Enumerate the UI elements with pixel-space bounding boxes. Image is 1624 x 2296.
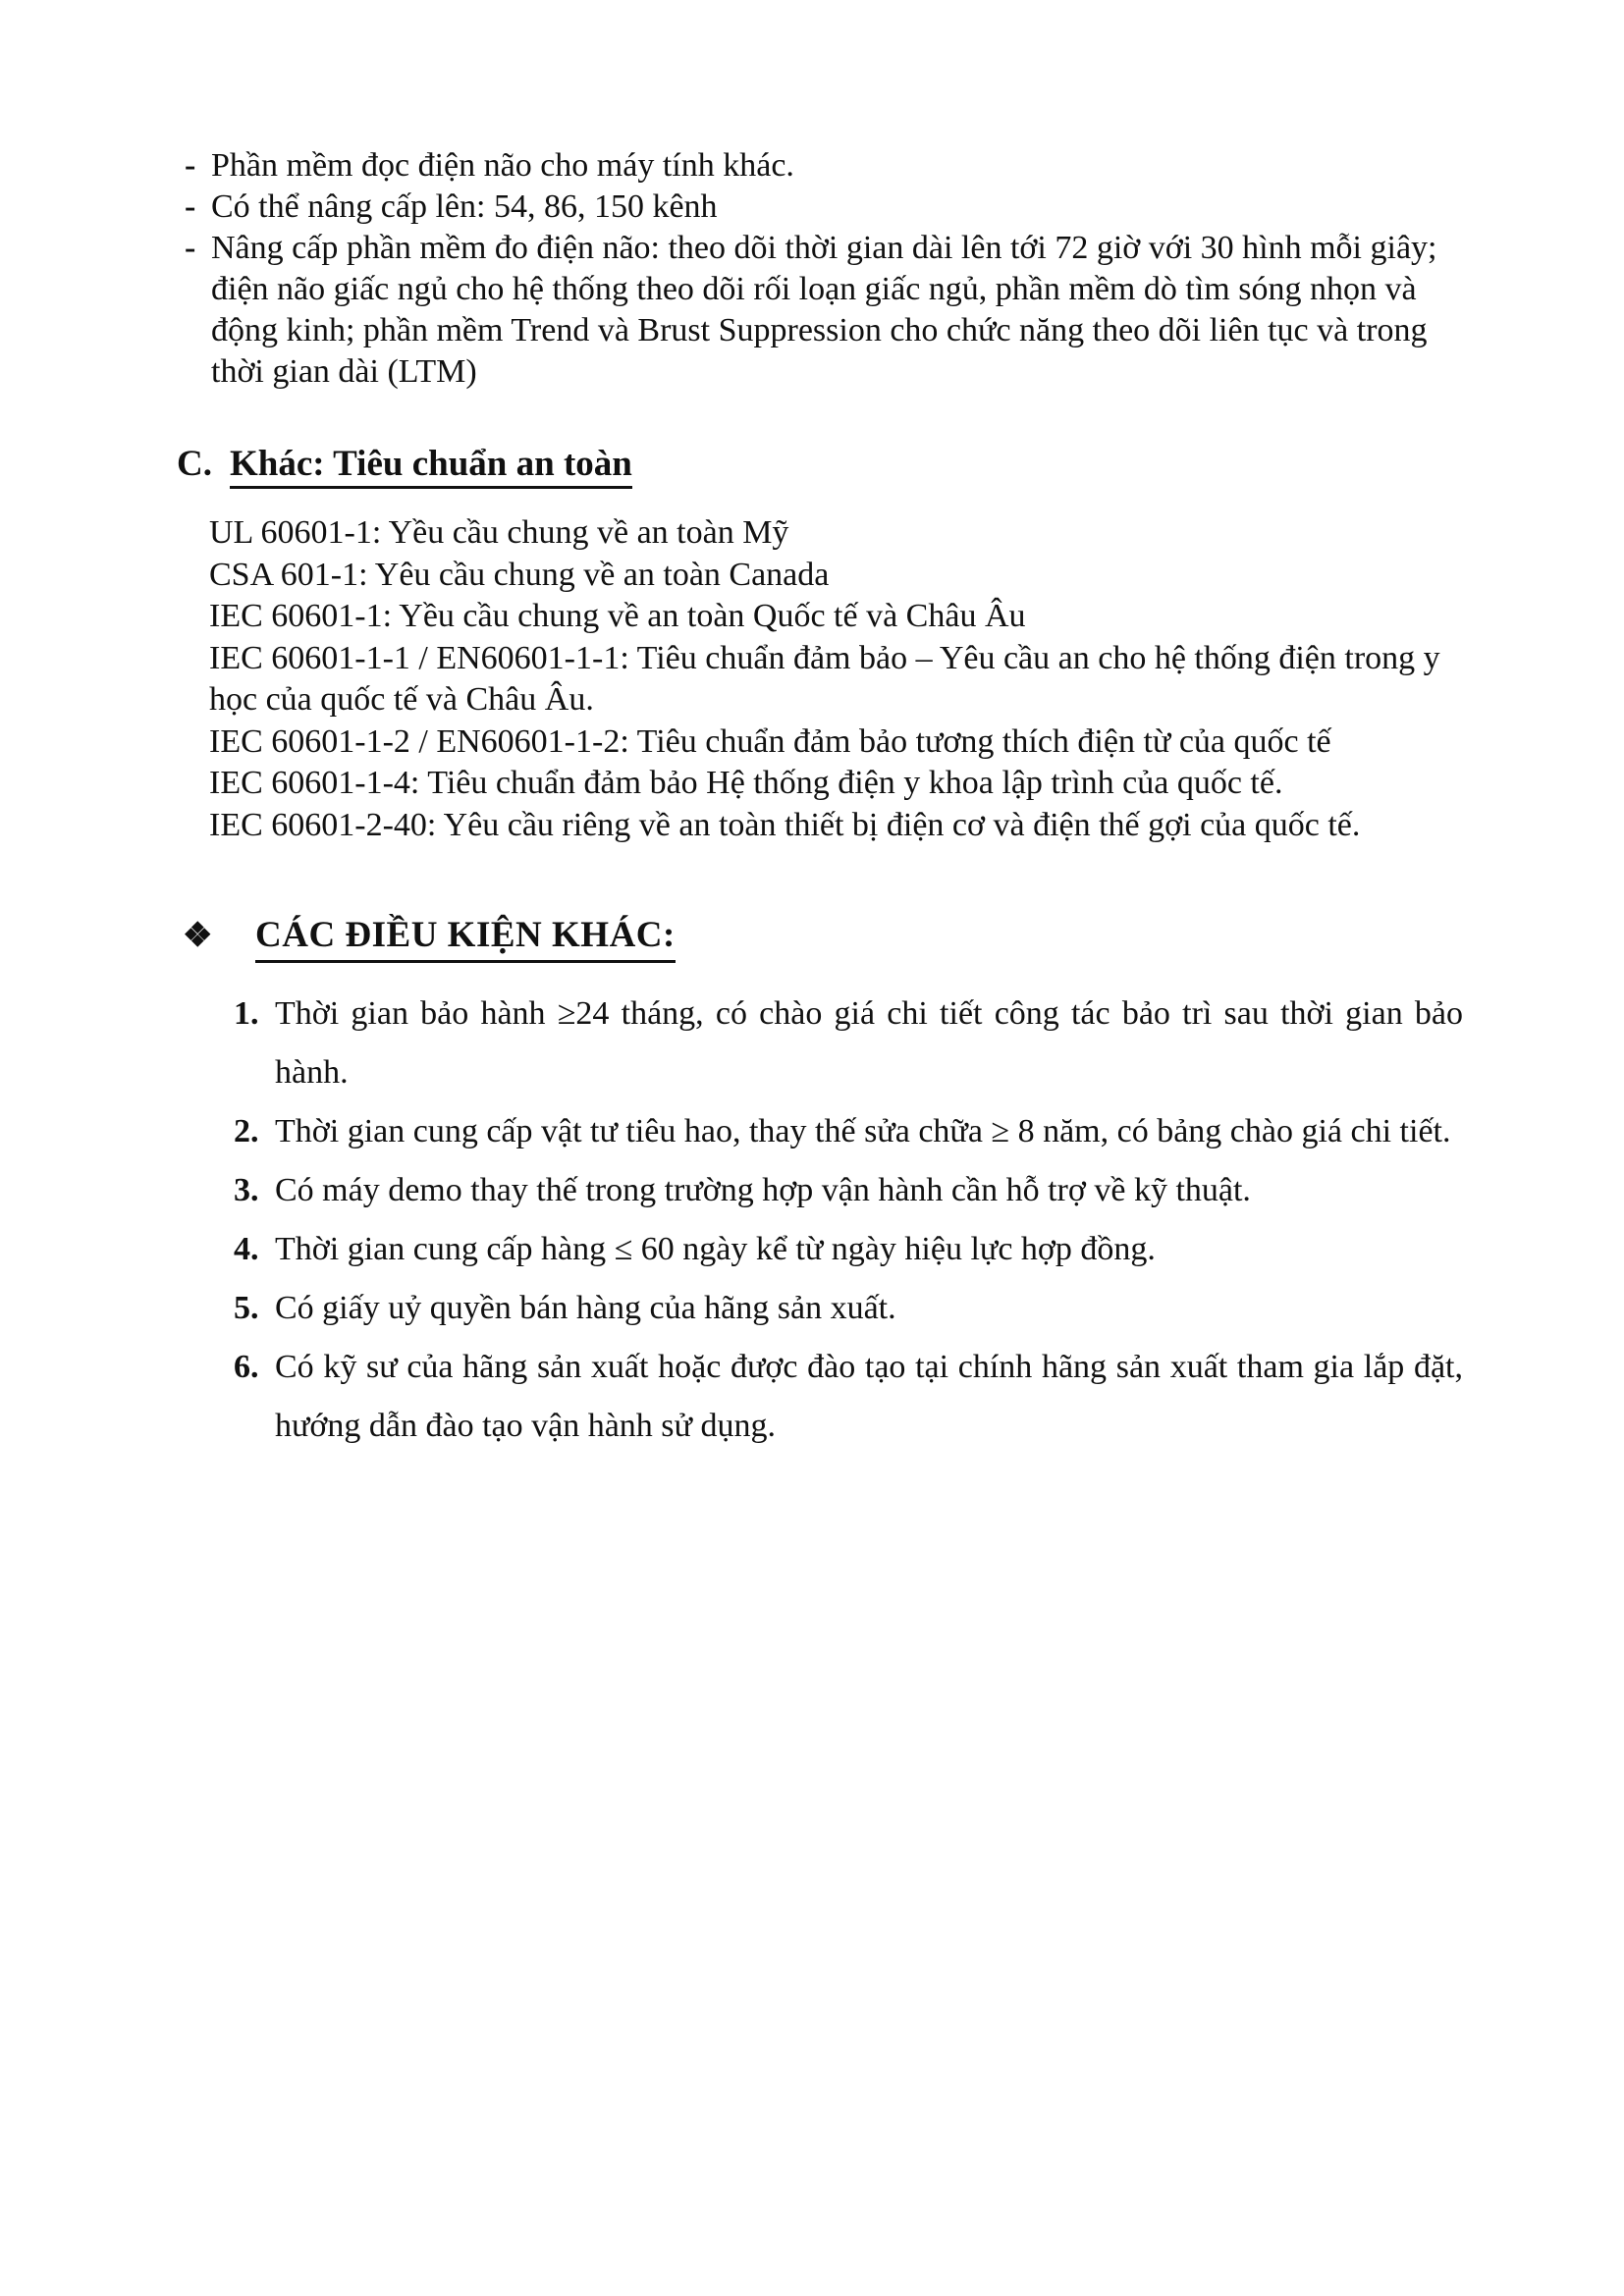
item-number: 1. [234, 995, 259, 1032]
section-c-heading [177, 442, 1624, 487]
bullet-item-upgrade-software [185, 228, 1463, 393]
condition-item-delivery-time [234, 1220, 1463, 1279]
section-title: Khác: Tiêu chuẩn an toàn [230, 444, 632, 489]
bullet-text: Phần mềm đọc điện não cho máy tính khác. [211, 147, 794, 184]
bullet-item-software [185, 145, 1463, 187]
item-text: Thời gian cung cấp vật tư tiêu hao, thay thế sửa chữa ≥ 8 năm, có bảng chào giá chi tiết. [275, 1113, 1451, 1149]
standard-iec-60601-1-4: IEC 60601-1-4: Tiêu chuẩn đảm bảo Hệ thống điện y khoa lập trình của quốc tế. [209, 765, 1283, 801]
condition-item-authorization [234, 1279, 1463, 1338]
condition-item-supplies [234, 1102, 1463, 1161]
standard-iec-60601-1: IEC 60601-1: Yều cầu chung về an toàn Quốc tế và Châu Âu [209, 598, 1026, 634]
condition-item-warranty [234, 985, 1463, 1102]
item-number: 6. [234, 1349, 259, 1385]
item-number: 4. [234, 1231, 259, 1267]
conditions-heading [183, 913, 1624, 963]
top-bullet-list [185, 0, 1463, 393]
item-text: Có giấy uỷ quyền bán hàng của hãng sản xuất. [275, 1290, 896, 1326]
standard-ul-60601-1: UL 60601-1: Yều cầu chung về an toàn Mỹ [209, 514, 789, 551]
dash-bullet: - [185, 230, 196, 266]
item-text: Thời gian bảo hành ≥24 tháng, có chào giá chi tiết công tác bảo trì sau thời gian bảo hành. [275, 995, 1463, 1091]
item-text: Có kỹ sư của hãng sản xuất hoặc được đào tạo tại chính hãng sản xuất tham gia lắp đặt, hướng dẫn đào tạo vận hành sử dụng. [275, 1349, 1463, 1444]
item-text: Có máy demo thay thế trong trường hợp vận hành cần hỗ trợ về kỹ thuật. [275, 1172, 1251, 1208]
section-label: C. [177, 444, 212, 484]
conditions-title: CÁC ĐIỀU KIỆN KHÁC: [255, 913, 676, 963]
item-number: 2. [234, 1113, 259, 1149]
dash-bullet: - [185, 147, 196, 184]
bullet-text: Có thể nâng cấp lên: 54, 86, 150 kênh [211, 188, 718, 225]
standard-iec-60601-2-40: IEC 60601-2-40: Yêu cầu riêng về an toàn thiết bị điện cơ và điện thế gợi của quốc tế. [209, 806, 1361, 843]
item-number: 3. [234, 1172, 259, 1208]
diamond-bullet-icon: ❖ [183, 918, 213, 954]
bullet-item-upgrade-channels [185, 187, 1463, 228]
condition-item-demo-machine [234, 1161, 1463, 1220]
item-text: Thời gian cung cấp hàng ≤ 60 ngày kể từ ngày hiệu lực hợp đồng. [275, 1231, 1156, 1267]
standard-csa-601-1: CSA 601-1: Yêu cầu chung về an toàn Canada [209, 556, 830, 593]
conditions-list [234, 985, 1463, 1456]
bullet-text: Nâng cấp phần mềm đo điện não: theo dõi thời gian dài lên tới 72 giờ với 30 hình mỗi giây; điện não giấc ngủ cho hệ thống theo dõi rối loạn giấc ngủ, phần mềm dò tìm sóng nhọn và động kinh; phần mềm Trend và Brust Suppression cho chức năng theo dõi liên tục và trong thời gian dài (LTM) [211, 230, 1437, 390]
condition-item-engineer [234, 1338, 1463, 1456]
standard-iec-60601-1-2: IEC 60601-1-2 / EN60601-1-2: Tiêu chuẩn đảm bảo tương thích điện từ của quốc tế [209, 722, 1331, 760]
dash-bullet: - [185, 188, 196, 225]
item-number: 5. [234, 1290, 259, 1326]
standards-list [209, 512, 1468, 846]
standard-iec-60601-1-1: IEC 60601-1-1 / EN60601-1-1: Tiêu chuẩn đảm bảo – Yêu cầu an cho hệ thống điện trong y học của quốc tế và Châu Âu. [209, 639, 1440, 718]
